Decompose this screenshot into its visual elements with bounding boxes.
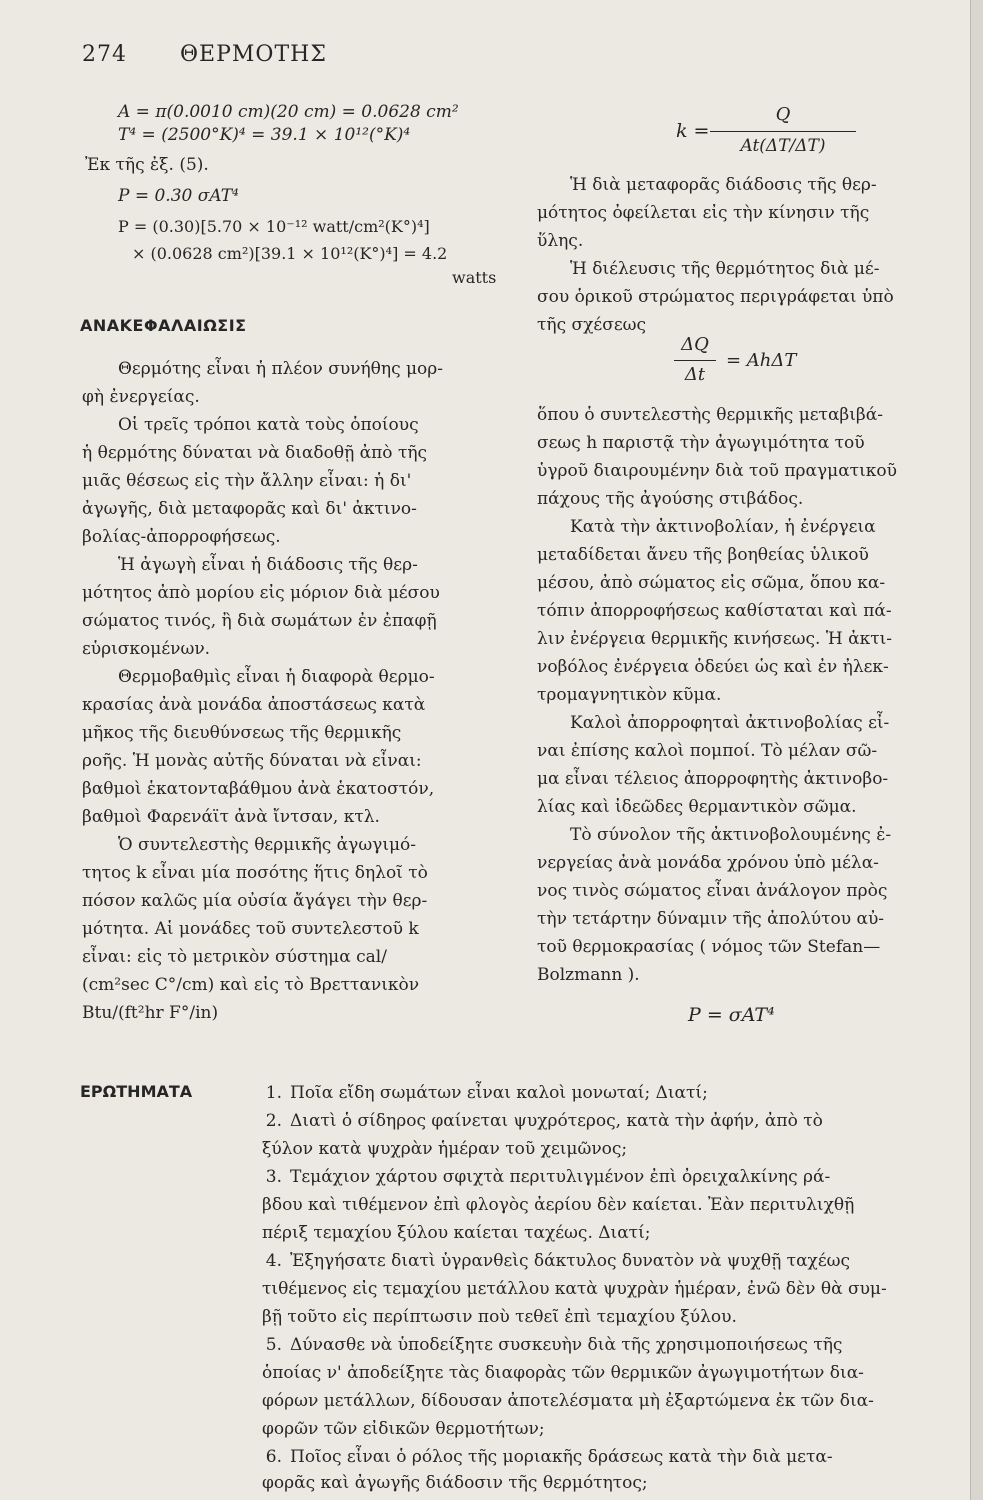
right-line: Bolzmann ). — [537, 965, 640, 985]
right-line: νος τινὸς σώματος εἶναι ἀνάλογον πρὸς — [537, 881, 888, 901]
summary-line: βολίας-ἀπορροφήσεως. — [82, 527, 281, 547]
summary-line: πόσον καλῶς μία οὐσία ἄγάγει τὴν θερ- — [82, 891, 428, 911]
right-line: ναι ἐπίσης καλοὶ πομποί. Τὸ μέλαν σῶ- — [537, 741, 878, 761]
summary-line: φὴ ἐνεργείας. — [82, 387, 200, 407]
right-line: τοῦ θερμοκρασίας ( νόμος τῶν Stefan— — [537, 937, 881, 957]
right-line: ὅπου ὁ συντελεστὴς θερμικῆς μεταβιβά- — [537, 405, 883, 425]
summary-line: Οἱ τρεῖς τρόποι κατὰ τοὺς ὁποίους — [118, 415, 419, 435]
question-item — [262, 1334, 842, 1356]
summary-line: μότητα. Αἱ μονάδες τοῦ συντελεστοῦ k — [82, 919, 419, 939]
right-line: νοβόλος ἐνέργεια ὁδεύει ὡς καὶ ἐν ἠλεκ- — [537, 657, 889, 677]
summary-line: σώματος τινός, ἢ διὰ σωμάτων ἐν ἐπαφῇ — [82, 611, 437, 631]
summary-line: Btu/(ft²hr F°/in) — [82, 1003, 219, 1023]
page-number: 274 — [82, 42, 127, 67]
right-line: Ἡ διέλευσις τῆς θερμότητος διὰ μέ- — [570, 259, 880, 279]
question-text: βδου καὶ τιθέμενον ἐπὶ φλογὸς ἀερίου δὲν καίεται. Ἐὰν περιτυλιχθῇ — [262, 1195, 855, 1215]
summary-line: μιᾶς θέσεως εἰς τὴν ἄλλην εἶναι: ἡ δι' — [82, 471, 412, 491]
equation-stefan: P = σAT⁴ — [688, 1004, 775, 1026]
question-item — [262, 1110, 823, 1132]
calc-line: × (0.0628 cm²)[39.1 × 10¹²(K°)⁴] = 4.2 — [132, 244, 448, 263]
question-text: φορᾶς καὶ ἀγωγῆς διάδοσιν τῆς θερμότητος; — [262, 1473, 648, 1493]
question-text: Ἐξηγήσατε διατὶ ὑγρανθεὶς δάκτυλος δυνατὸν νὰ ψυχθῇ ταχέως — [290, 1251, 851, 1271]
summary-line: κρασίας ἀνὰ μονάδα ἀποστάσεως κατὰ — [82, 695, 426, 715]
equation-lhs: k = — [676, 120, 710, 142]
question-text: Τεμάχιον χάρτου σφιχτὰ περιτυλιγμένον ἐπὶ ὀρειχαλκίνης ρά- — [290, 1167, 831, 1187]
summary-line: βαθμοὶ ἑκατονταβάθμου ἀνὰ ἑκατοστόν, — [82, 779, 435, 799]
question-text: βῇ τοῦτο εἰς περίπτωσιν ποὺ τεθεῖ ἐπὶ τεμαχίου ξύλου. — [262, 1307, 737, 1327]
right-line: τόπιν ἀπορροφήσεως καθίσταται καὶ πά- — [537, 601, 892, 621]
right-line: ὑγροῦ διαιρουμένην διὰ τοῦ πραγματικοῦ — [537, 461, 897, 481]
calc-line: A = π(0.0010 cm)(20 cm) = 0.0628 cm² — [118, 102, 459, 122]
questions-heading: ΕΡΩΤΗΜΑΤΑ — [80, 1082, 193, 1101]
right-line: τῆς σχέσεως — [537, 315, 647, 335]
right-line: νεργείας ἀνὰ μονάδα χρόνου ὑπὸ μέλα- — [537, 853, 879, 873]
right-line: πάχους τῆς ἀγούσης στιβάδος. — [537, 489, 804, 509]
question-text: φόρων μετάλλων, δίδουσαν ἀποτελέσματα μὴ ἐξαρτώμενα ἐκ τῶν δια- — [262, 1391, 874, 1411]
right-line: μέσου, ἀπὸ σώματος εἰς σῶμα, ὅπου κα- — [537, 573, 886, 593]
right-line: Κατὰ τὴν ἀκτινοβολίαν, ἡ ἐνέργεια — [570, 517, 876, 537]
fraction-bar — [674, 360, 716, 361]
question-number: 5. — [265, 1335, 282, 1355]
summary-heading: ΑΝΑΚΕΦΑΛΑΙΩΣΙΣ — [80, 316, 247, 335]
right-line: τὴν τετάρτην δύναμιν τῆς ἀπολύτου αὐ- — [537, 909, 885, 929]
calc-line: P = (0.30)[5.70 × 10⁻¹² watt/cm²(K°)⁴] — [118, 217, 430, 236]
right-line: μα εἶναι τέλειος ἀπορροφητὴς ἀκτινοβο- — [537, 769, 889, 789]
question-text: Δύνασθε νὰ ὑποδείξητε συσκευὴν διὰ τῆς χρησιμοποιήσεως τῆς — [290, 1335, 843, 1355]
question-text: ὁποίας ν' ἀποδείξητε τὰς διαφορὰς τῶν θερμικῶν ἀγωγιμοτήτων δια- — [262, 1363, 864, 1383]
page-edge — [970, 0, 983, 1500]
right-line: Τὸ σύνολον τῆς ἀκτινοβολουμένης ἐ- — [570, 825, 892, 845]
right-line: λίας καὶ ἰδεῶδες θερμαντικὸν σῶμα. — [537, 797, 857, 817]
summary-line: Θερμότης εἶναι ἡ πλέον συνήθης μορ- — [118, 359, 444, 379]
equation-denominator: Δt — [684, 364, 706, 385]
right-line: σου ὁρικοῦ στρώματος περιγράφεται ὑπὸ — [537, 287, 894, 307]
question-number: 4. — [265, 1251, 282, 1271]
summary-line: εὑρισκομένων. — [82, 639, 211, 659]
equation-numerator: ΔQ — [681, 334, 709, 355]
calc-line: P = 0.30 σAT⁴ — [118, 186, 239, 206]
right-line: μεταδίδεται ἄνευ τῆς βοηθείας ὑλικοῦ — [537, 545, 869, 565]
summary-line: (cm²sec C°/cm) καὶ εἰς τὸ Βρεττανικὸν — [82, 975, 420, 995]
calc-line: Ἐκ τῆς ἐξ. (5). — [85, 155, 209, 175]
question-item — [262, 1446, 833, 1468]
right-line: μότητος ὀφείλεται εἰς τὴν κίνησιν τῆς — [537, 203, 870, 223]
summary-line: ροῆς. Ἡ μονὰς αὐτῆς δύναται νὰ εἶναι: — [82, 751, 422, 771]
summary-line: Ὁ συντελεστὴς θερμικῆς ἀγωγιμό- — [118, 835, 417, 855]
question-text: φορῶν τῶν εἰδικῶν θερμοτήτων; — [262, 1419, 545, 1439]
question-text: Διατὶ ὁ σίδηρος φαίνεται ψυχρότερος, κατὰ τὴν ἀφήν, ἀπὸ τὸ — [290, 1111, 823, 1131]
right-line: τρομαγνητικὸν κῦμα. — [537, 685, 722, 705]
right-line: Καλοὶ ἀπορροφηταὶ ἀκτινοβολίας εἶ- — [570, 713, 890, 733]
summary-line: μότητος ἀπὸ μορίου εἰς μόριον διὰ μέσου — [82, 583, 440, 603]
question-number: 2. — [265, 1111, 282, 1131]
summary-line: ἀγωγῆς, διὰ μεταφορᾶς καὶ δι' ἀκτινο- — [82, 499, 417, 519]
summary-line: εἶναι: εἰς τὸ μετρικὸν σύστημα cal/ — [82, 947, 387, 967]
summary-line: Θερμοβαθμὶς εἶναι ἡ διαφορὰ θερμο- — [118, 667, 435, 687]
question-number: 6. — [265, 1447, 282, 1467]
fraction-bar — [710, 131, 856, 132]
equation-denominator: At(ΔT/ΔT) — [740, 136, 826, 156]
right-line: Ἡ διὰ μεταφορᾶς διάδοσις τῆς θερ- — [570, 175, 877, 195]
summary-line: Ἡ ἀγωγὴ εἶναι ἡ διάδοσις τῆς θερ- — [118, 555, 418, 575]
summary-line: τητος k εἶναι μία ποσότης ἥτις δηλοῖ τὸ — [82, 863, 428, 883]
running-title: ΘΕΡΜΟΤΗΣ — [180, 42, 327, 67]
question-text: πέριξ τεμαχίου ξύλου καίεται ταχέως. Διατί; — [262, 1223, 651, 1243]
equation-rhs: = AhΔT — [726, 350, 797, 371]
calc-line: watts — [452, 268, 497, 287]
equation-numerator: Q — [775, 104, 791, 125]
right-line: λιν ἐνέργεια θερμικῆς κινήσεως. Ἡ ἀκτι- — [537, 629, 893, 649]
question-text: Ποῖα εἴδη σωμάτων εἶναι καλοὶ μονωταί; Διατί; — [290, 1083, 708, 1103]
summary-line: βαθμοὶ Φαρενάϊτ ἀνὰ ἴντσαν, κτλ. — [82, 807, 380, 827]
summary-line: μῆκος τῆς διευθύνσεως τῆς θερμικῆς — [82, 723, 402, 743]
question-item — [262, 1082, 708, 1104]
right-line: ὕλης. — [537, 231, 584, 251]
question-text: Ποῖος εἶναι ὁ ρόλος τῆς μοριακῆς δράσεως κατὰ τὴν διὰ μετα- — [290, 1447, 833, 1467]
question-text: ξύλον κατὰ ψυχρὰν ἡμέραν τοῦ χειμῶνος; — [262, 1139, 628, 1159]
question-text: τιθέμενος εἰς τεμαχίου μετάλλου κατὰ ψυχρὰν ἡμέραν, ἐνῶ δὲν θὰ συμ- — [262, 1279, 887, 1299]
question-number: 1. — [265, 1083, 282, 1103]
question-item — [262, 1250, 850, 1272]
summary-line: ἡ θερμότης δύναται νὰ διαδοθῇ ἀπὸ τῆς — [82, 443, 428, 463]
question-number: 3. — [265, 1167, 282, 1187]
question-item — [262, 1166, 830, 1188]
calc-line: T⁴ = (2500°K)⁴ = 39.1 × 10¹²(°K)⁴ — [118, 125, 411, 145]
right-line: σεως h παριστᾷ τὴν ἀγωγιμότητα τοῦ — [537, 433, 865, 453]
